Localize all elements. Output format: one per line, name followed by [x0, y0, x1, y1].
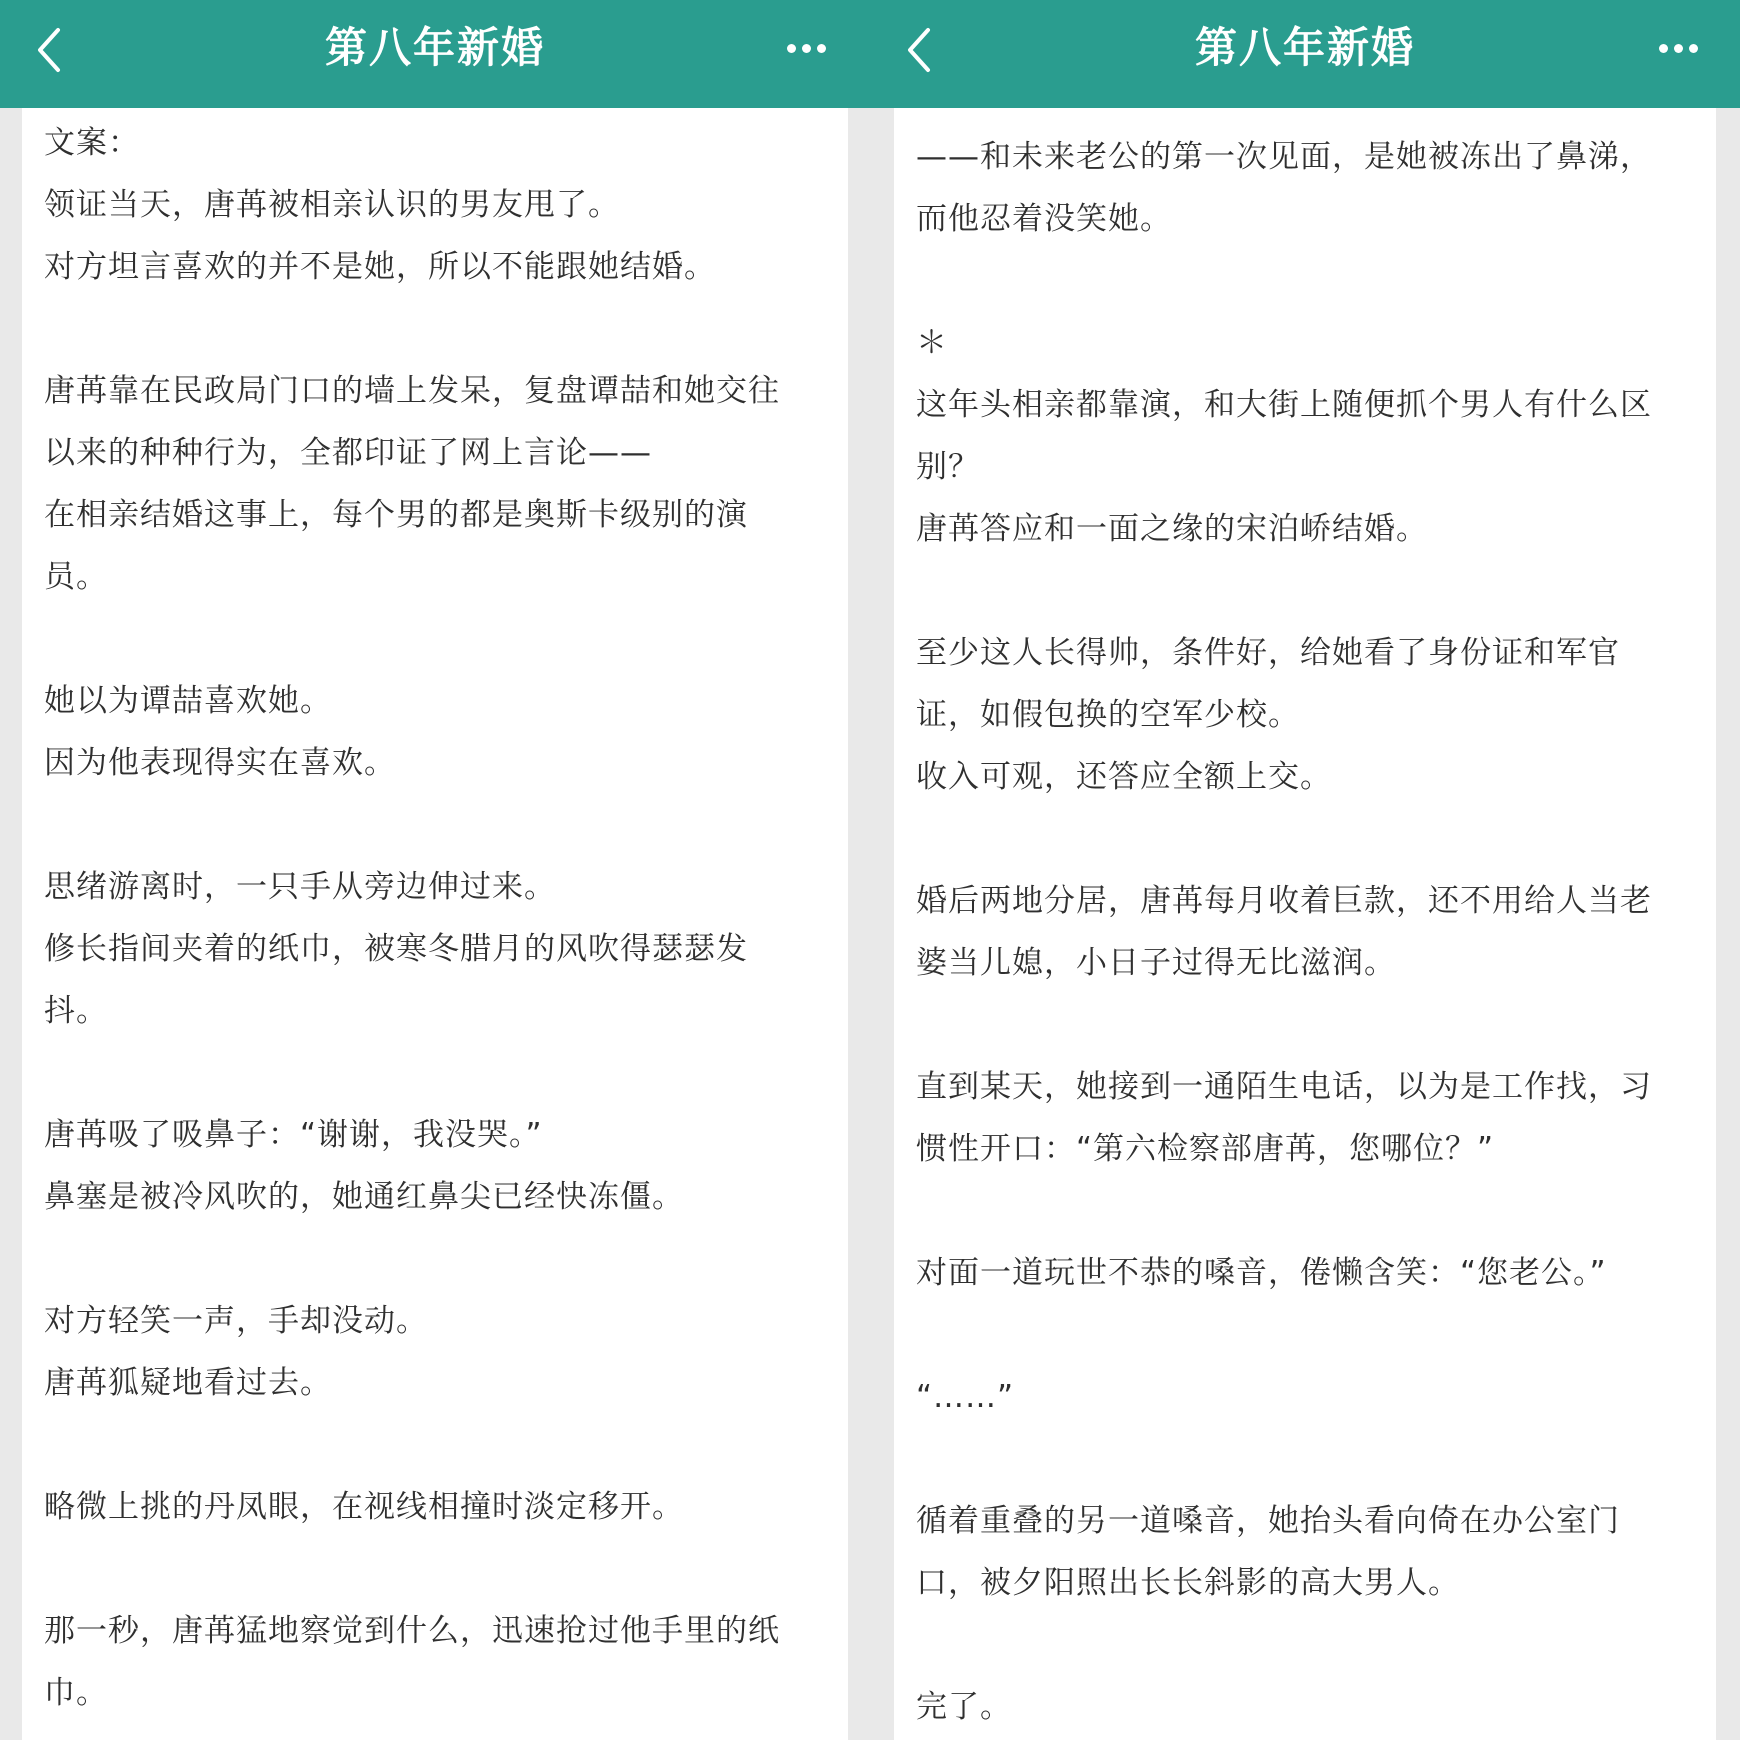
paragraph-gap: [44, 1228, 834, 1290]
more-dots-icon: [1659, 44, 1668, 53]
text-line: 那一秒，唐苒猛地察觉到什么，迅速抢过他手里的纸: [44, 1613, 780, 1649]
paragraph-gap: [916, 1304, 1706, 1366]
more-dots-icon: [1674, 44, 1683, 53]
text-line: 而他忍着没笑她。: [916, 201, 1172, 237]
text-line: 完了。: [916, 1689, 1012, 1725]
text-line: 略微上挑的丹凤眼，在视线相撞时淡定移开。: [44, 1489, 684, 1525]
text-line: 收入可观，还答应全额上交。: [916, 759, 1332, 795]
text-line: 惯性开口：“第六检察部唐苒，您哪位？”: [916, 1131, 1495, 1167]
text-line: 领证当天，唐苒被相亲认识的男友甩了。: [44, 187, 620, 223]
text-line: 唐苒吸了吸鼻子：“谢谢，我没哭。”: [44, 1117, 543, 1153]
paragraph-gap: [916, 1180, 1706, 1242]
right-book-title: 第八年新婚: [1194, 23, 1415, 72]
text-line: 因为他表现得实在喜欢。: [44, 745, 396, 781]
more-dots-icon: [1689, 44, 1698, 53]
right-top-bar: [870, 0, 1740, 108]
left-top-bar: [0, 0, 870, 108]
text-line: “……”: [916, 1379, 1015, 1415]
left-content-card: [22, 108, 848, 1740]
text-line: 婆当儿媳，小日子过得无比滋润。: [916, 945, 1396, 981]
text-line: 员。: [44, 559, 108, 595]
text-line: 文案：: [44, 125, 140, 161]
text-line: 口，被夕阳照出长长斜影的高大男人。: [916, 1565, 1460, 1601]
paragraph-gap: [916, 250, 1706, 312]
text-line: 对面一道玩世不恭的嗓音，倦懒含笑：“您老公。”: [916, 1255, 1607, 1291]
text-line: 对方坦言喜欢的并不是她，所以不能跟她结婚。: [44, 249, 716, 285]
right-book-text: [916, 126, 1706, 1738]
text-line: 唐苒靠在民政局门口的墙上发呆，复盘谭喆和她交往: [44, 373, 780, 409]
paragraph-gap: [44, 298, 834, 360]
paragraph-gap: [916, 1428, 1706, 1490]
left-book-title: 第八年新婚: [324, 23, 545, 72]
right-more-button[interactable]: [1659, 40, 1698, 56]
paragraph-gap: [44, 1538, 834, 1600]
paragraph-gap: [916, 560, 1706, 622]
text-line: 婚后两地分居，唐苒每月收着巨款，还不用给人当老: [916, 883, 1652, 919]
text-line: 这年头相亲都靠演，和大街上随便抓个男人有什么区: [916, 387, 1652, 423]
more-dots-icon: [802, 44, 811, 53]
left-book-text: [44, 112, 834, 1724]
text-line: 别？: [916, 449, 980, 485]
text-line: 以来的种种行为，全都印证了网上言论——: [44, 435, 652, 471]
text-line: ——和未来老公的第一次见面，是她被冻出了鼻涕，: [916, 139, 1652, 175]
text-line: 修长指间夹着的纸巾，被寒冬腊月的风吹得瑟瑟发: [44, 931, 748, 967]
text-line: 对方轻笑一声，手却没动。: [44, 1303, 428, 1339]
paragraph-gap: [916, 1614, 1706, 1676]
paragraph-gap: [44, 794, 834, 856]
paragraph-gap: [44, 1042, 834, 1104]
left-more-button[interactable]: [787, 40, 826, 56]
more-dots-icon: [787, 44, 796, 53]
text-line: 证，如假包换的空军少校。: [916, 697, 1300, 733]
text-line: 唐苒答应和一面之缘的宋泊峤结婚。: [916, 511, 1428, 547]
text-line: 循着重叠的另一道嗓音，她抬头看向倚在办公室门: [916, 1503, 1620, 1539]
text-line: 巾。: [44, 1675, 108, 1711]
text-line: 直到某天，她接到一通陌生电话，以为是工作找，习: [916, 1069, 1652, 1105]
right-reader-screen: [870, 0, 1740, 1740]
paragraph-gap: [44, 608, 834, 670]
paragraph-gap: [916, 808, 1706, 870]
more-dots-icon: [817, 44, 826, 53]
paragraph-gap: [916, 994, 1706, 1056]
text-line: 鼻塞是被冷风吹的，她通红鼻尖已经快冻僵。: [44, 1179, 684, 1215]
text-line: 至少这人长得帅，条件好，给她看了身份证和军官: [916, 635, 1620, 671]
text-line: 思绪游离时，一只手从旁边伸过来。: [44, 869, 556, 905]
text-line: 在相亲结婚这事上，每个男的都是奥斯卡级别的演: [44, 497, 748, 533]
text-line: ＊: [916, 325, 948, 361]
text-line: 她以为谭喆喜欢她。: [44, 683, 332, 719]
text-line: 唐苒狐疑地看过去。: [44, 1365, 332, 1401]
right-content-card: [894, 108, 1716, 1740]
text-line: 抖。: [44, 993, 108, 1029]
paragraph-gap: [44, 1414, 834, 1476]
